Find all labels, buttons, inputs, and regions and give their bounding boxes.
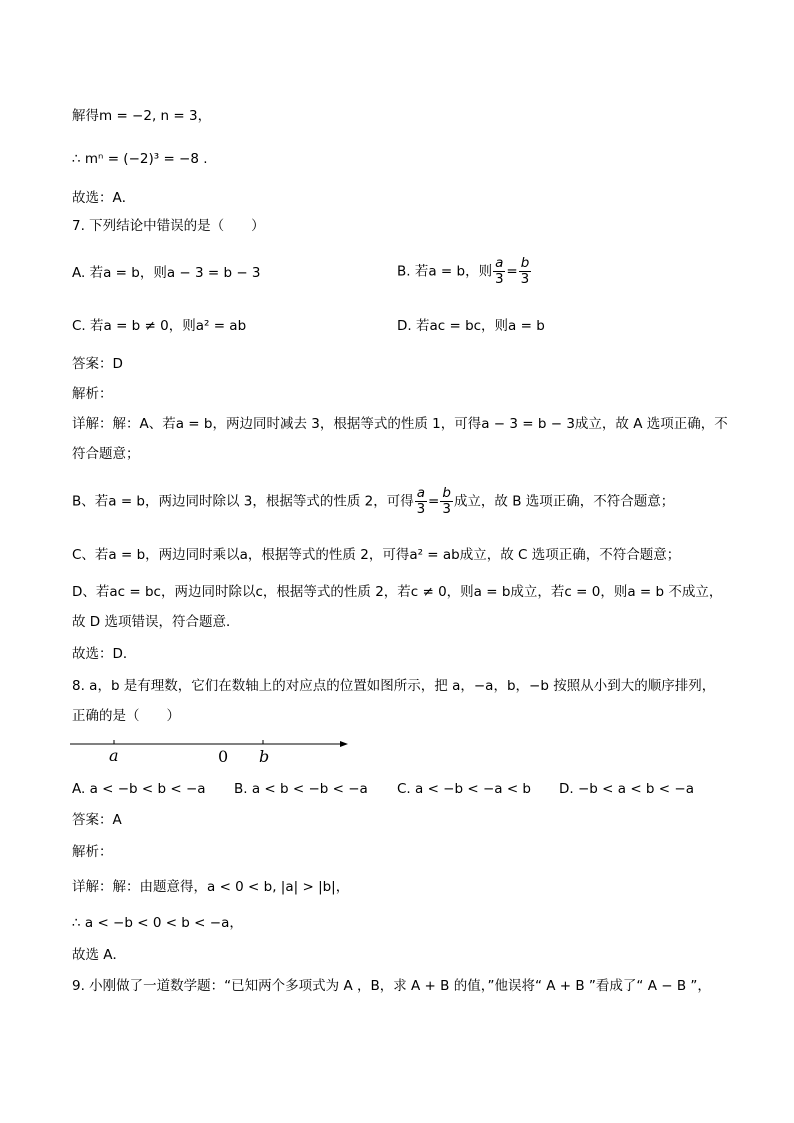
question-8-line-1: 8. a，b 是有理数，它们在数轴上的对应点的位置如图所示，把 a，−a，b，−b 按照从小到大的顺序排列， bbox=[72, 678, 716, 694]
detail-7-line-2: 符合题意； bbox=[72, 446, 140, 462]
fraction-a-over-3: $\frac{a}{3}$ bbox=[494, 255, 504, 287]
result-line: ∴ mⁿ = (−2)³ = −8 . bbox=[72, 151, 208, 167]
q8-option-d: D. −b < a < b < −a bbox=[559, 781, 694, 797]
label-a: a bbox=[109, 746, 119, 765]
detail-7-line-1: 详解：解：A、若a = b，两边同时减去 3，根据等式的性质 1，可得a − 3 = b − 3成立，故 A 选项正确，不 bbox=[72, 416, 728, 432]
choice-7: 故选：D． bbox=[72, 646, 137, 662]
q7-option-c: C. 若a = b ≠ 0，则a² = ab bbox=[72, 318, 247, 334]
question-8-line-2: 正确的是（ ） bbox=[72, 708, 180, 724]
solution-line: 解得m = −2, n = 3， bbox=[72, 108, 212, 124]
analysis-label-7: 解析： bbox=[72, 386, 113, 402]
fraction-b-over-3: $\frac{b}{3}$ bbox=[520, 255, 530, 287]
answer-8: 答案：A bbox=[72, 812, 122, 828]
detail-7-line-5: D、若ac = bc，两边同时除以c，根据等式的性质 2，若c ≠ 0，则a = b成立，若c = 0，则a = b 不成立， bbox=[72, 584, 723, 600]
question-9: 9. 小刚做了一道数学题：“已知两个多项式为 A ，B，求 A + B 的值，”他误将“ A + B ”看成了“ A − B ”， bbox=[72, 978, 711, 994]
q8-option-b: B. a < b < −b < −a bbox=[234, 781, 368, 797]
q7-option-b-text: B. 若a = b，则 bbox=[397, 263, 493, 280]
detail-7-line-4: C、若a = b，两边同时乘以a，根据等式的性质 2，可得a² = ab成立，故 C 选项正确，不符合题意； bbox=[72, 547, 681, 563]
detail-7-line-6: 故 D 选项错误，符合题意． bbox=[72, 614, 240, 630]
question-7: 7. 下列结论中错误的是（ ） bbox=[72, 218, 265, 234]
q8-option-a: A. a < −b < b < −a bbox=[72, 781, 206, 797]
answer-7: 答案：D bbox=[72, 356, 123, 372]
fraction-a-over-3: $\frac{a}{3}$ bbox=[416, 485, 426, 517]
detail-8-line-2: ∴ a < −b < 0 < b < −a， bbox=[72, 915, 243, 931]
number-line-figure bbox=[70, 732, 360, 772]
analysis-label-8: 解析： bbox=[72, 844, 113, 860]
label-zero: 0 bbox=[218, 747, 229, 766]
choice-8: 故选 A． bbox=[72, 947, 127, 963]
detail-8-line-1: 详解：解：由题意得，a < 0 < b, |a| > |b|， bbox=[72, 879, 350, 895]
q7-option-b: B. 若a = b，则 $\frac{a}{3}$ = $\frac{b}{3}$ bbox=[397, 255, 530, 287]
q7-option-a: A. 若a = b，则a − 3 = b − 3 bbox=[72, 265, 261, 281]
fraction-b-over-3: $\frac{b}{3}$ bbox=[442, 485, 451, 517]
label-b: b bbox=[259, 747, 270, 766]
detail-7-line-3: B、若a = b，两边同时除以 3，根据等式的性质 2，可得 $\frac{a}{3}$ = $\frac{b}{3}$ 成立，故 B 选项正确，不符合题意； bbox=[72, 485, 675, 517]
q8-option-c: C. a < −b < −a < b bbox=[397, 781, 531, 797]
choice-line: 故选：A． bbox=[72, 190, 136, 206]
arrow-head-icon bbox=[340, 741, 348, 747]
q7-option-d: D. 若ac = bc，则a = b bbox=[397, 318, 545, 334]
